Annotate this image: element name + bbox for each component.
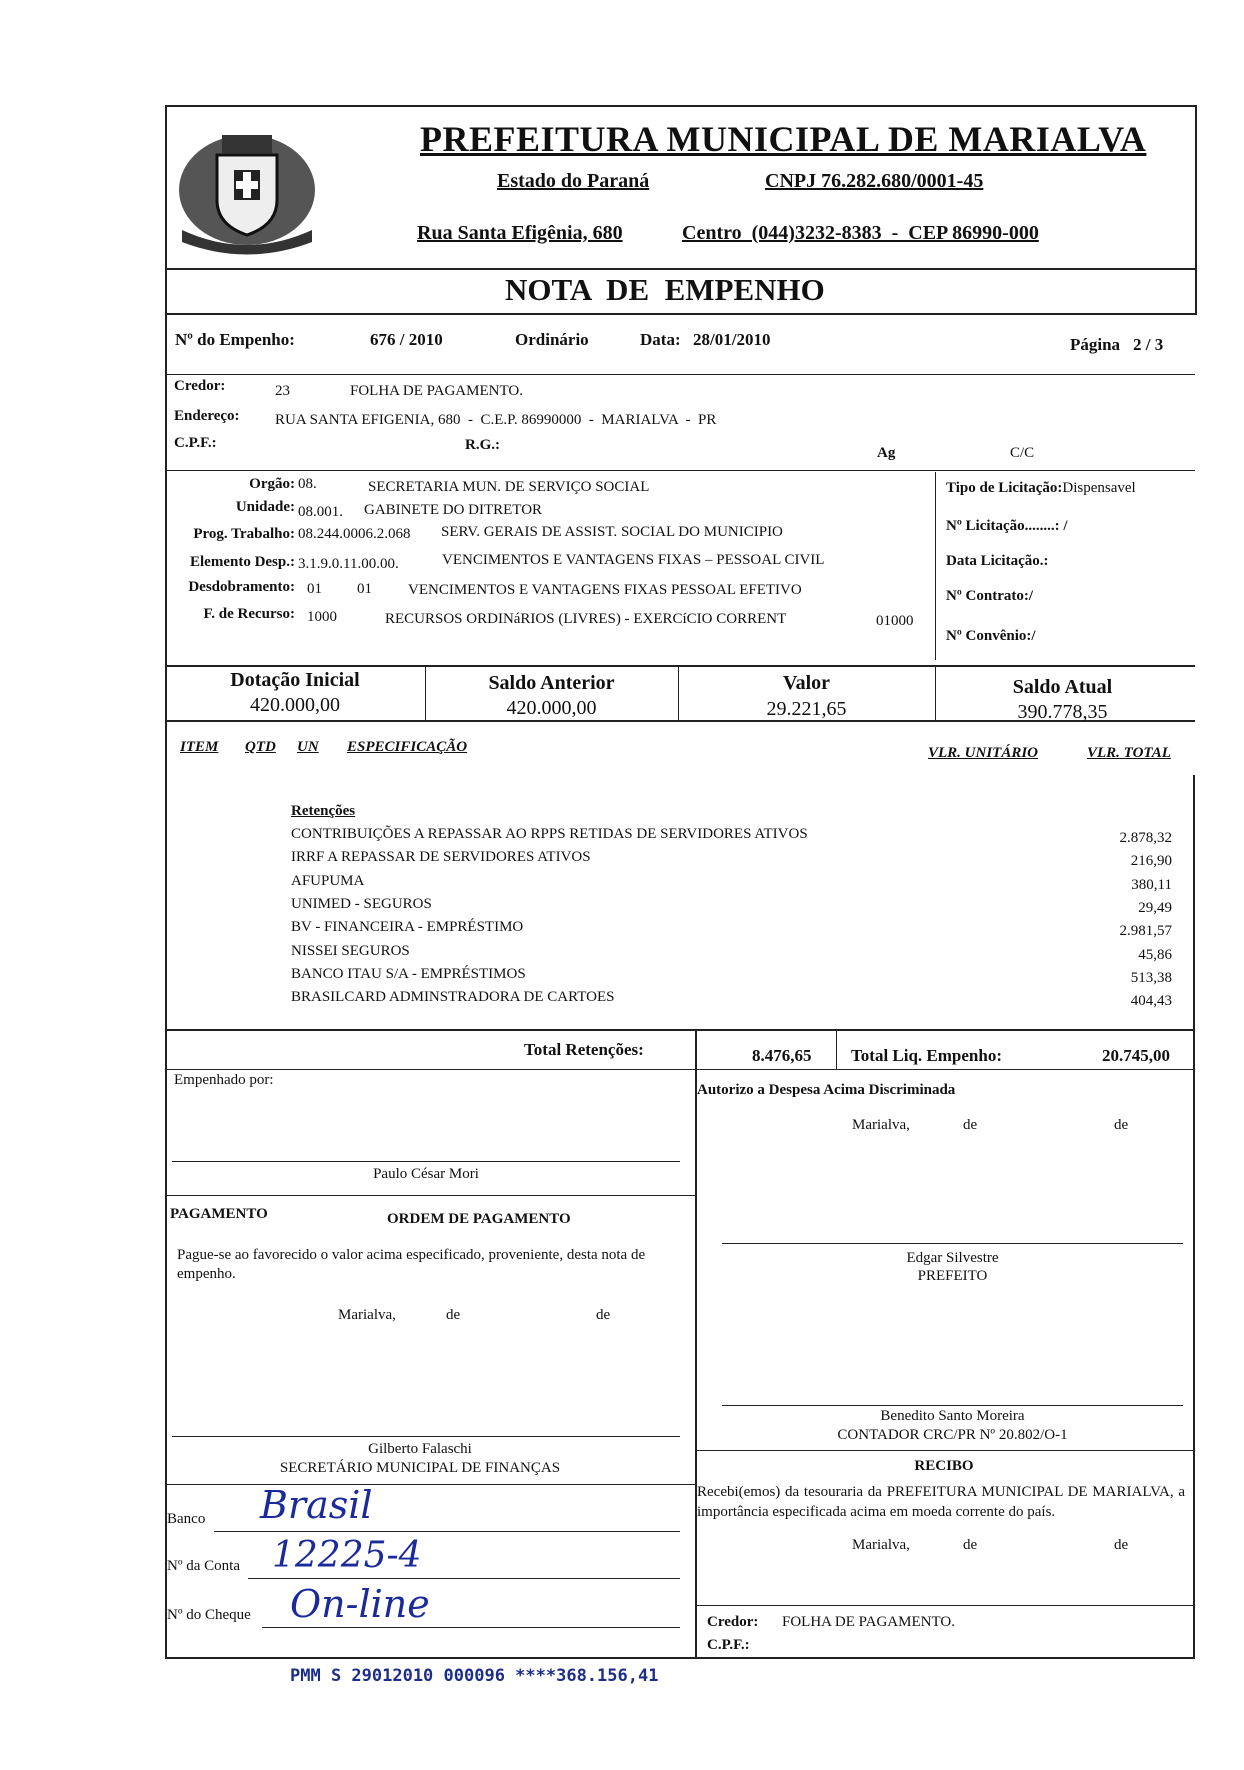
secretario-sign-line	[172, 1436, 680, 1437]
autorizo-de1: de	[963, 1117, 978, 1133]
doc-title: NOTA DE EMPENHO	[505, 272, 825, 307]
endereco-value: RUA SANTA EFIGENIA, 680 - C.E.P. 86990000 - MARIALVA - PR	[275, 412, 717, 428]
orgao-desc: SECRETARIA MUN. DE SERVIÇO SOCIAL	[368, 479, 650, 495]
pagamento-text: Pague-se ao favorecido o valor acima especificado, proveniente, desta nota de empenho.	[177, 1247, 646, 1282]
licitacao-tipo	[946, 480, 1136, 497]
atual-label: Saldo Atual	[1012, 676, 1113, 698]
elem-desc: VENCIMENTOS E VANTAGENS FIXAS – PESSOAL CIVIL	[442, 552, 825, 568]
endereco-label: Endereço:	[174, 408, 240, 424]
stamp-text: PMM S 29012010 000096 ****368.156,41	[290, 1666, 659, 1686]
licitacao-divider	[935, 472, 936, 660]
cheque-handwriting: On-line	[290, 1582, 430, 1626]
retencao-value: 2.878,32	[1119, 830, 1172, 846]
autorizo-de2: de	[1114, 1117, 1129, 1133]
date-value: 28/01/2010	[693, 330, 771, 349]
total-liq-value: 20.745,00	[1102, 1046, 1170, 1065]
meta-line	[165, 374, 1195, 375]
totals-div-1	[695, 1029, 697, 1657]
orgao-label: Orgão:	[249, 476, 295, 492]
rg-label: R.G.:	[465, 437, 500, 453]
anterior-value: 420.000,00	[506, 697, 597, 719]
pagamento-place: Marialva,	[338, 1307, 396, 1323]
cheque-line	[262, 1627, 680, 1628]
rec-desc: RECURSOS ORDINáRIOS (LIVRES) - EXERCíCIO CORRENT	[385, 611, 787, 627]
cpf-label: C.P.F.:	[174, 435, 217, 451]
col-item: ITEM	[180, 739, 219, 755]
empenhado-name: Paulo César Mori	[373, 1166, 479, 1182]
elem-label: Elemento Desp.:	[190, 554, 295, 570]
header-mid-line	[165, 268, 1195, 270]
total-liq-label: Total Liq. Empenho:	[851, 1046, 1002, 1065]
frame-right-lower	[1193, 775, 1195, 1657]
conta-label: Nº da Conta	[167, 1558, 240, 1574]
retencao-value: 513,38	[1130, 969, 1172, 986]
contador-name: Benedito Santo Moreira	[880, 1408, 1025, 1424]
prog-desc: SERV. GERAIS DE ASSIST. SOCIAL DO MUNICIPIO	[441, 524, 783, 540]
prog-code: 08.244.0006.2.068	[298, 526, 411, 542]
coat-of-arms-logo	[172, 110, 322, 260]
desd-desc: VENCIMENTOS E VANTAGENS FIXAS PESSOAL EFETIVO	[408, 582, 802, 598]
frame-right	[1195, 105, 1197, 315]
retencao-value: 380,11	[1131, 876, 1172, 893]
header-street: Rua Santa Efigênia, 680	[417, 222, 623, 244]
rec-label: F. de Recurso:	[203, 606, 295, 622]
retencao-desc: NISSEI SEGUROS	[291, 942, 410, 959]
col-un: UN	[297, 739, 319, 755]
licitacao-tipo-value: Dispensavel	[1062, 480, 1136, 496]
licitacao-convenio: Nº Convênio:/	[946, 628, 1036, 644]
secretario-name: Gilberto Falaschi	[368, 1441, 472, 1457]
retencao-value: 216,90	[1130, 853, 1172, 870]
retencao-desc: CONTRIBUIÇÕES A REPASSAR AO RPPS RETIDAS DE SERVIDORES ATIVOS	[291, 826, 808, 842]
retencao-desc: BANCO ITAU S/A - EMPRÉSTIMOS	[291, 965, 526, 982]
atual-value: 390.778,35	[1017, 701, 1108, 723]
header-bottom-line	[165, 313, 1195, 315]
retencao-desc: AFUPUMA	[291, 872, 365, 889]
prog-label: Prog. Trabalho:	[193, 526, 295, 542]
recibo-text: Recebi(emos) da tesouraria da PREFEITURA MUNICIPAL DE MARIALVA, a importância especificada acima em moeda corrente do país.	[697, 1484, 1185, 1520]
credor-name: FOLHA DE PAGAMENTO.	[350, 383, 523, 399]
totals-div-2	[836, 1029, 837, 1069]
credor-label: Credor:	[174, 378, 226, 394]
desd-code2: 01	[357, 581, 372, 597]
page-label: Página	[1070, 335, 1121, 354]
recibo-credor-value: FOLHA DE PAGAMENTO.	[782, 1614, 955, 1630]
cheque-label: Nº do Cheque	[167, 1607, 251, 1623]
recibo-title: RECIBO	[914, 1458, 974, 1474]
col-qtd: QTD	[245, 739, 276, 755]
empenho-label: Nº do Empenho:	[175, 330, 295, 349]
retencoes-title: Retenções	[291, 803, 356, 819]
recibo-credor-label: Credor:	[707, 1614, 759, 1630]
retencao-value: 29,49	[1138, 899, 1172, 916]
recibo-cpf-label: C.P.F.:	[707, 1637, 750, 1653]
retencao-value: 2.981,57	[1119, 923, 1172, 940]
unidade-label: Unidade:	[235, 499, 295, 515]
totals-top-line	[165, 1029, 1195, 1031]
autorizo-place: Marialva,	[852, 1117, 910, 1133]
secretario-role: SECRETÁRIO MUNICIPAL DE FINANÇAS	[279, 1460, 561, 1476]
prefeito-name: Edgar Silvestre	[906, 1250, 999, 1266]
header-cnpj: CNPJ 76.282.680/0001-45	[765, 170, 984, 192]
rec-code2: 01000	[876, 613, 914, 629]
frame-left	[165, 105, 167, 1657]
total-ret-value: 8.476,65	[752, 1046, 812, 1065]
saldos-top-line	[165, 665, 1195, 667]
col-total: VLR. TOTAL	[1087, 745, 1171, 761]
header-title: PREFEITURA MUNICIPAL DE MARIALVA	[420, 119, 1147, 159]
header-state: Estado do Paraná	[497, 170, 650, 192]
totals-bottom-line	[165, 1069, 1195, 1070]
rec-code: 1000	[307, 609, 337, 625]
conta-line	[248, 1578, 680, 1579]
credor-code: 23	[275, 383, 290, 399]
prefeito-role: PREFEITO	[917, 1268, 988, 1284]
unidade-code: 08.001.	[298, 504, 343, 520]
retencao-desc: UNIMED - SEGUROS	[291, 895, 432, 912]
recibo-de1: de	[963, 1537, 978, 1553]
licitacao-num: Nº Licitação........: /	[946, 518, 1068, 534]
desd-label: Desdobramento:	[188, 579, 295, 595]
credor-line	[165, 470, 1195, 471]
conta-handwriting: 12225-4	[272, 1535, 422, 1576]
retencao-desc: IRRF A REPASSAR DE SERVIDORES ATIVOS	[291, 849, 591, 866]
unidade-desc: GABINETE DO DITRETOR	[364, 502, 543, 518]
total-ret-label: Total Retenções:	[524, 1040, 644, 1059]
page-value: 2 / 3	[1133, 335, 1164, 354]
pagamento-de2: de	[596, 1307, 611, 1323]
licitacao-data: Data Licitação.:	[946, 553, 1049, 569]
banco-line	[214, 1531, 680, 1532]
pagamento-de1: de	[446, 1307, 461, 1323]
recibo-credor-line	[695, 1605, 1193, 1606]
empenho-value: 676 / 2010	[370, 330, 443, 349]
retencao-value: 45,86	[1138, 946, 1172, 963]
empenhado-label: Empenhado por:	[174, 1072, 274, 1088]
retencao-value: 404,43	[1130, 993, 1172, 1010]
date-label: Data:	[640, 330, 681, 349]
ag-label: Ag	[877, 445, 896, 461]
empenho-type: Ordinário	[515, 330, 589, 349]
banco-label: Banco	[167, 1511, 206, 1527]
pagamento-top-line	[165, 1195, 695, 1196]
frame-bottom-line	[165, 1657, 1195, 1659]
autorizo-title: Autorizo a Despesa Acima Discriminada	[697, 1082, 956, 1098]
elem-code: 3.1.9.0.11.00.00.	[298, 556, 399, 572]
pagamento-bottom-line	[165, 1484, 695, 1485]
licitacao-tipo-label: Tipo de Licitação:	[946, 480, 1063, 496]
recibo-place: Marialva,	[852, 1537, 910, 1553]
retencao-desc: BV - FINANCEIRA - EMPRÉSTIMO	[291, 919, 524, 936]
dotacao-label: Dotação Inicial	[230, 669, 360, 691]
autorizo-sign-line	[722, 1243, 1183, 1244]
valor-value: 29.221,65	[766, 698, 847, 720]
recibo-de2: de	[1114, 1537, 1129, 1553]
cc-label: C/C	[1010, 445, 1035, 461]
anterior-label: Saldo Anterior	[488, 672, 615, 694]
licitacao-contrato: Nº Contrato:/	[946, 588, 1034, 604]
banco-handwriting: Brasil	[260, 1483, 373, 1527]
retencao-desc: BRASILCARD ADMINSTRADORA DE CARTOES	[291, 989, 615, 1006]
ordem-pagamento: ORDEM DE PAGAMENTO	[387, 1211, 571, 1227]
recibo-top-line	[695, 1450, 1193, 1451]
header-top-line	[165, 105, 1195, 107]
orgao-code: 08.	[298, 476, 317, 492]
col-unit: VLR. UNITÁRIO	[928, 745, 1039, 761]
valor-label: Valor	[782, 672, 831, 694]
col-espec: ESPECIFICAÇÃO	[347, 739, 468, 755]
empenhado-sign-line	[172, 1161, 680, 1162]
desd-code1: 01	[307, 581, 322, 597]
contador-role: CONTADOR CRC/PR Nº 20.802/O-1	[837, 1427, 1068, 1443]
dotacao-value: 420.000,00	[250, 694, 340, 716]
contador-sign-line	[722, 1405, 1183, 1406]
pagamento-label: PAGAMENTO	[170, 1206, 268, 1222]
header-address: Centro (044)3232-8383 - CEP 86990-000	[682, 222, 1039, 244]
